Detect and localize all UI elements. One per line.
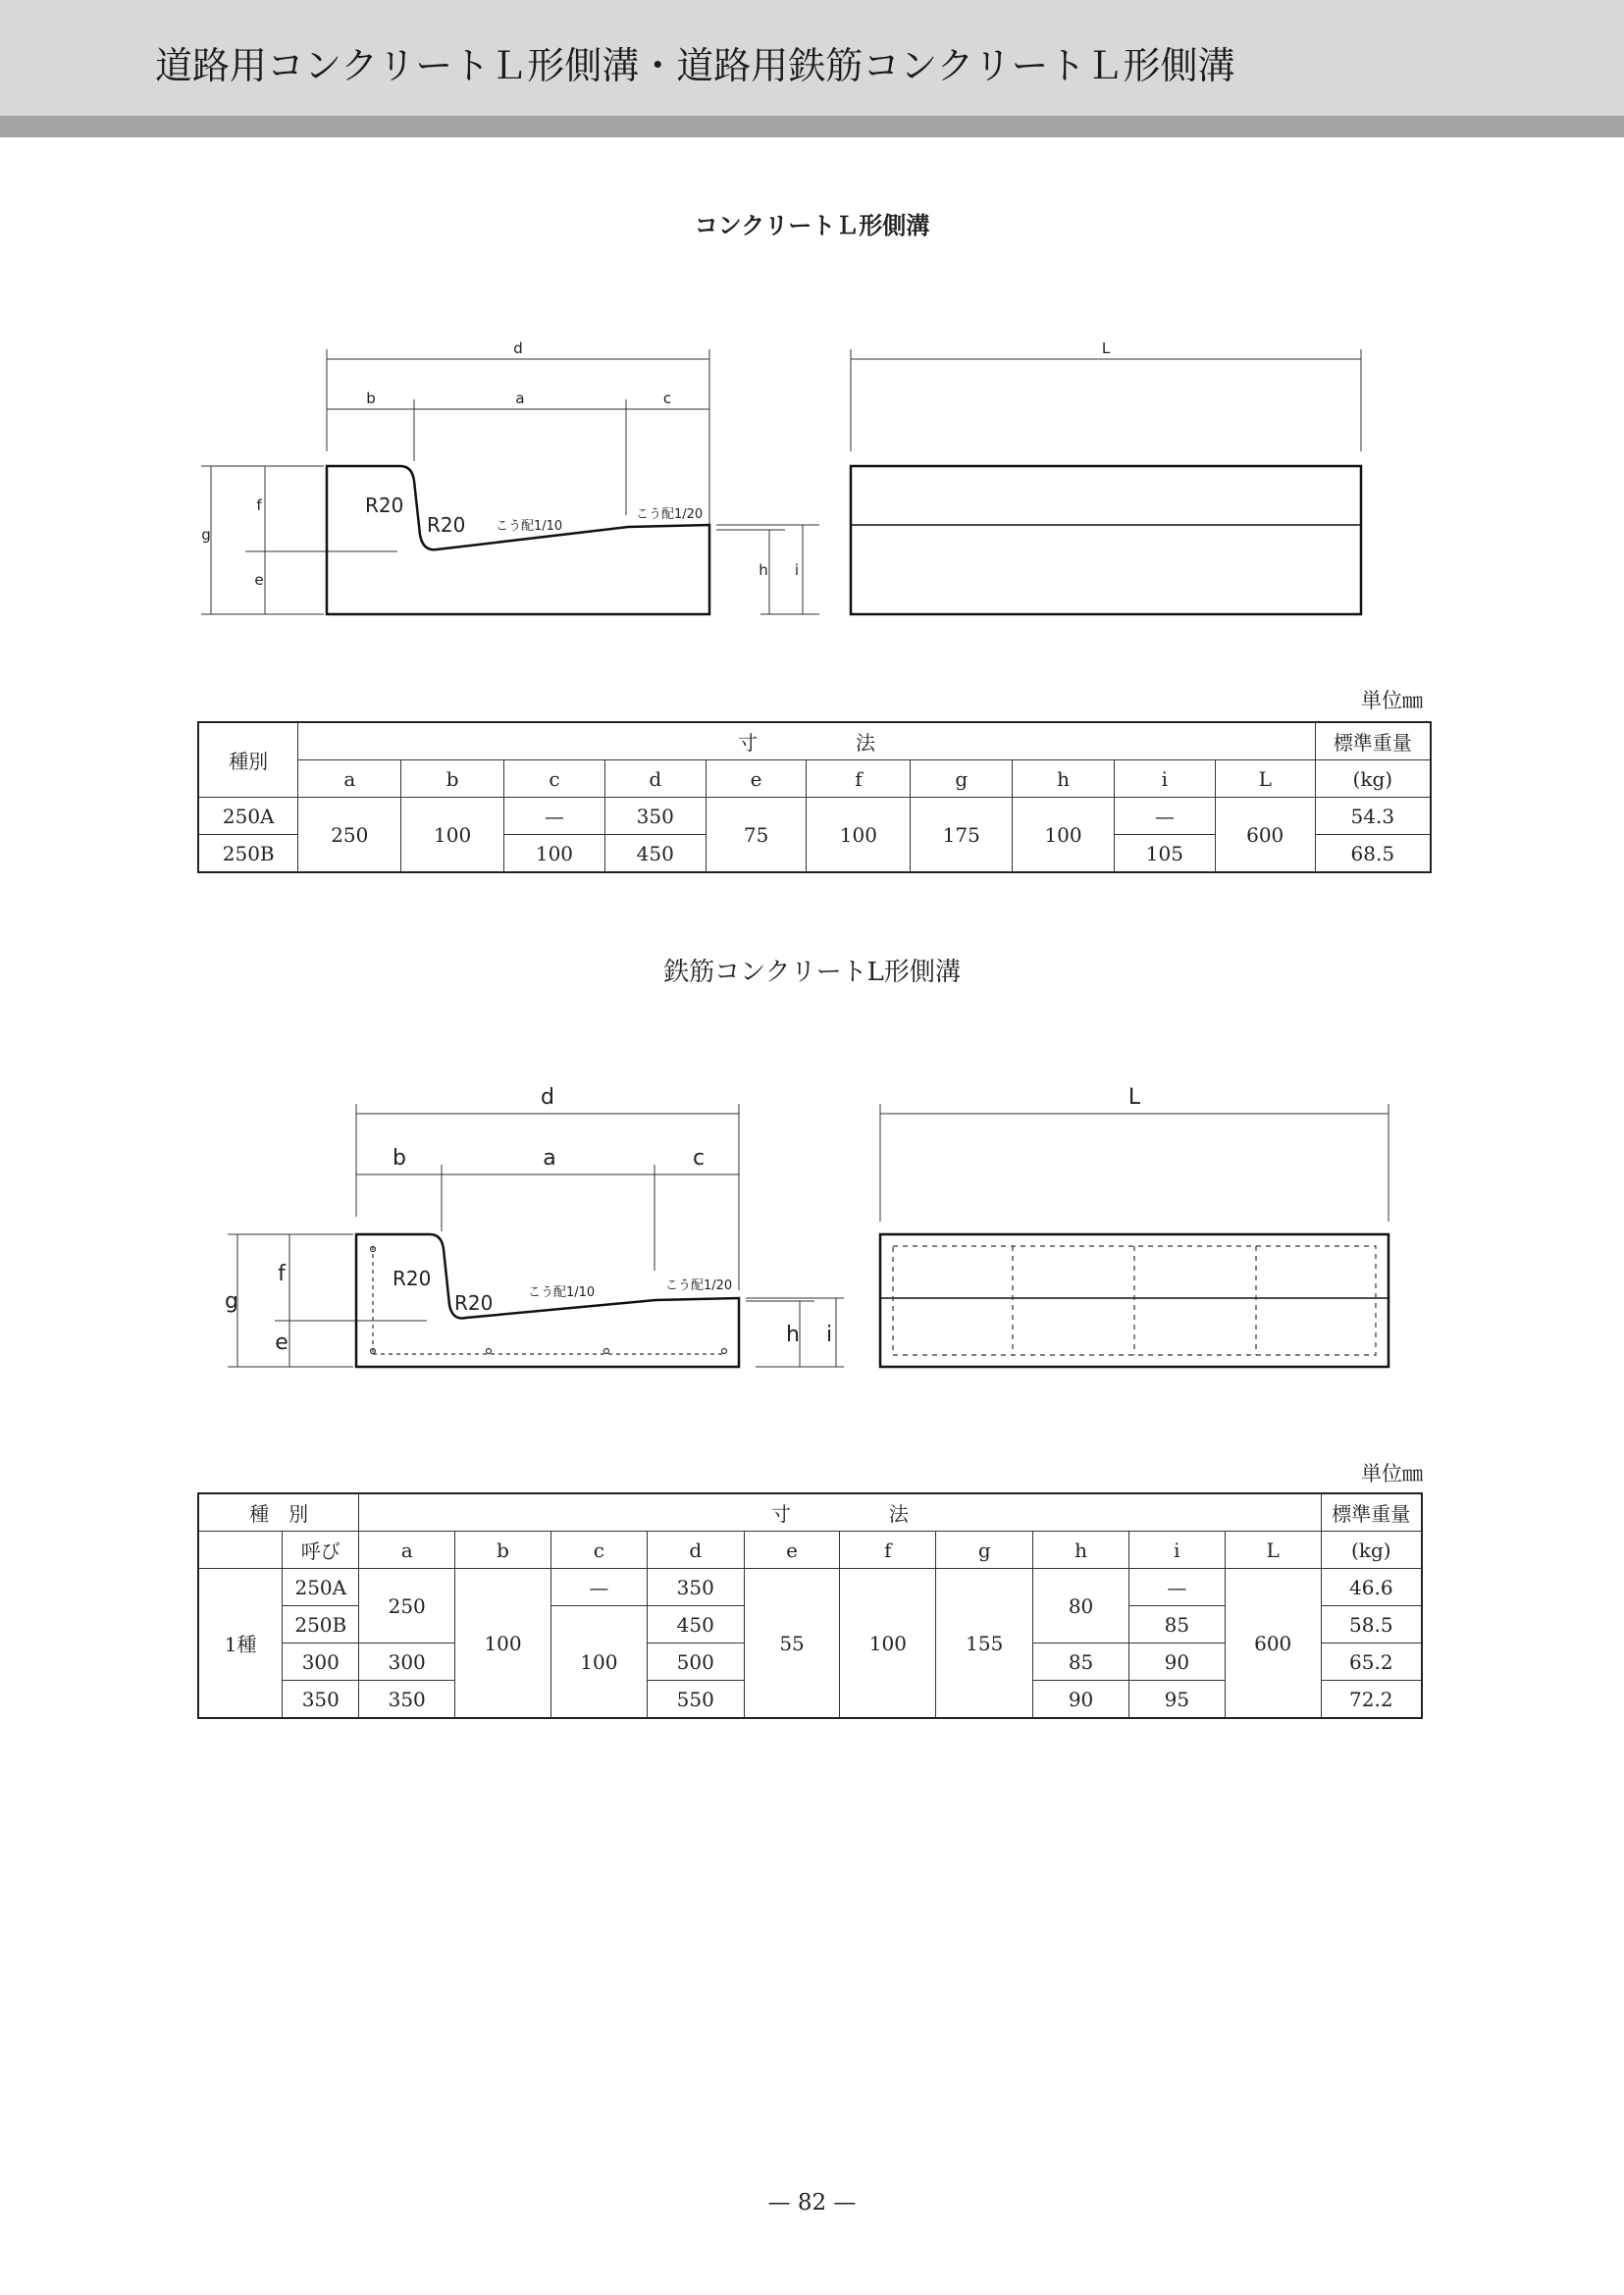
dim-f-label: f [278, 1262, 286, 1286]
section2-spec-table [197, 1492, 1423, 1719]
table-cell: 550 [647, 1681, 744, 1719]
table-cell: 58.5 [1321, 1606, 1422, 1643]
dim-d-label: d [513, 339, 523, 357]
slope-label-2: こう配1/20 [636, 507, 704, 522]
col-dims-header: 寸 法 [298, 722, 1315, 760]
table-cell: 350 [283, 1681, 359, 1719]
table-cell: 55 [744, 1569, 840, 1719]
dim-d-label: d [541, 1085, 554, 1110]
table-cell: 500 [647, 1643, 744, 1681]
dim-e-label: e [254, 571, 264, 589]
section1-unit: 単位㎜ [1361, 689, 1423, 712]
table-cell: 350 [359, 1681, 455, 1719]
table-cell: 175 [911, 798, 1013, 873]
section2-unit: 単位㎜ [1361, 1462, 1423, 1486]
dim-header: c [550, 1532, 647, 1569]
table-cell: 54.3 [1315, 798, 1431, 835]
section2-title: 鉄筋コンクリートL形側溝 [663, 958, 961, 987]
dim-a-label: a [543, 1146, 556, 1171]
dim-header: c [504, 760, 605, 798]
col-type-header: 種 別 [198, 1493, 359, 1532]
table-cell: 600 [1215, 798, 1315, 873]
table-cell: 100 [504, 835, 605, 873]
dim-e-label: e [275, 1330, 288, 1355]
table-cell: 250 [359, 1569, 455, 1643]
col-weight-header: 標準重量 [1321, 1493, 1422, 1532]
dim-c-label: c [692, 1146, 706, 1171]
table-cell: 100 [401, 798, 504, 873]
dim-header: e [744, 1532, 840, 1569]
section1-title: コンクリートＬ形側溝 [694, 212, 930, 239]
table-cell: 250A [198, 798, 298, 835]
dim-b-label: b [366, 390, 376, 407]
radius-label-2: R20 [427, 513, 466, 537]
dim-header: a [359, 1532, 455, 1569]
section2-drawing [0, 1074, 1624, 1388]
table-cell: 100 [807, 798, 911, 873]
table-cell: 350 [604, 798, 706, 835]
table-cell: — [550, 1569, 647, 1606]
dim-i-label: i [825, 1323, 833, 1347]
dim-g-label: g [201, 526, 211, 544]
table-cell: 72.2 [1321, 1681, 1422, 1719]
kind-cell: 1種 [198, 1569, 283, 1719]
table-cell: 300 [359, 1643, 455, 1681]
slope-label-2: こう配1/20 [665, 1278, 733, 1293]
slope-label-1: こう配1/10 [528, 1285, 596, 1300]
table-cell: 68.5 [1315, 835, 1431, 873]
dim-c-label: c [662, 390, 672, 407]
table-cell: 75 [706, 798, 807, 873]
table-cell: 450 [647, 1606, 744, 1643]
table-cell: 100 [840, 1569, 936, 1719]
dim-header: a [298, 760, 401, 798]
dim-h-label: h [759, 561, 768, 579]
dim-L-label: L [1127, 1085, 1141, 1110]
dim-header: e [706, 760, 807, 798]
weight-unit-header: (kg) [1315, 760, 1431, 798]
dim-h-label: h [786, 1323, 800, 1347]
dim-b-label: b [393, 1146, 406, 1171]
table-cell: 105 [1114, 835, 1215, 873]
col-type-header: 種別 [198, 722, 298, 798]
table-cell: 46.6 [1321, 1569, 1422, 1606]
dim-header: h [1033, 1532, 1129, 1569]
table-cell: 250A [283, 1569, 359, 1606]
dim-header: L [1215, 760, 1315, 798]
table-cell: 350 [647, 1569, 744, 1606]
table-cell: 85 [1128, 1606, 1225, 1643]
dim-f-label: f [256, 496, 262, 514]
table-cell: 85 [1033, 1643, 1129, 1681]
dim-header: i [1128, 1532, 1225, 1569]
header-accent-bar [0, 116, 1624, 137]
table-cell: 250B [198, 835, 298, 873]
page-title: 道路用コンクリートＬ形側溝・道路用鉄筋コンクリートＬ形側溝 [155, 44, 1235, 87]
slope-label-1: こう配1/10 [496, 519, 563, 534]
col-call-header: 呼び [283, 1532, 359, 1569]
table-cell: 250B [283, 1606, 359, 1643]
dim-header: f [840, 1532, 936, 1569]
table-cell: — [1114, 798, 1215, 835]
dim-header: g [936, 1532, 1033, 1569]
table-cell: 100 [550, 1606, 647, 1719]
dim-header: L [1225, 1532, 1321, 1569]
dim-i-label: i [794, 561, 800, 579]
table-cell: 90 [1128, 1643, 1225, 1681]
dim-header: b [455, 1532, 551, 1569]
table-cell: 100 [1013, 798, 1115, 873]
section1-drawing [0, 324, 1624, 638]
page-number: — 82 — [767, 2190, 857, 2216]
dim-header: h [1013, 760, 1115, 798]
table-cell: 155 [936, 1569, 1033, 1719]
col-dims-header: 寸 法 [359, 1493, 1321, 1532]
table-cell: 80 [1033, 1569, 1129, 1643]
table-cell: 90 [1033, 1681, 1129, 1719]
table-cell: 300 [283, 1643, 359, 1681]
table-cell: 600 [1225, 1569, 1321, 1719]
radius-label-1: R20 [365, 494, 404, 517]
dim-g-label: g [225, 1289, 238, 1314]
dim-header: d [604, 760, 706, 798]
table-cell: — [1128, 1569, 1225, 1606]
table-cell: 95 [1128, 1681, 1225, 1719]
table-cell: 450 [604, 835, 706, 873]
weight-unit-header: (kg) [1321, 1532, 1422, 1569]
dim-header: g [911, 760, 1013, 798]
dim-a-label: a [515, 390, 525, 407]
section1-spec-table [197, 721, 1432, 873]
dim-header: d [647, 1532, 744, 1569]
table-cell: 65.2 [1321, 1643, 1422, 1681]
table-cell: — [504, 798, 605, 835]
radius-label-2: R20 [454, 1291, 494, 1315]
dim-L-label: L [1101, 339, 1111, 357]
table-cell: 250 [298, 798, 401, 873]
dim-header: i [1114, 760, 1215, 798]
table-cell: 100 [455, 1569, 551, 1719]
col-weight-header: 標準重量 [1315, 722, 1431, 760]
dim-header: f [807, 760, 911, 798]
radius-label-1: R20 [393, 1267, 432, 1290]
dim-header: b [401, 760, 504, 798]
